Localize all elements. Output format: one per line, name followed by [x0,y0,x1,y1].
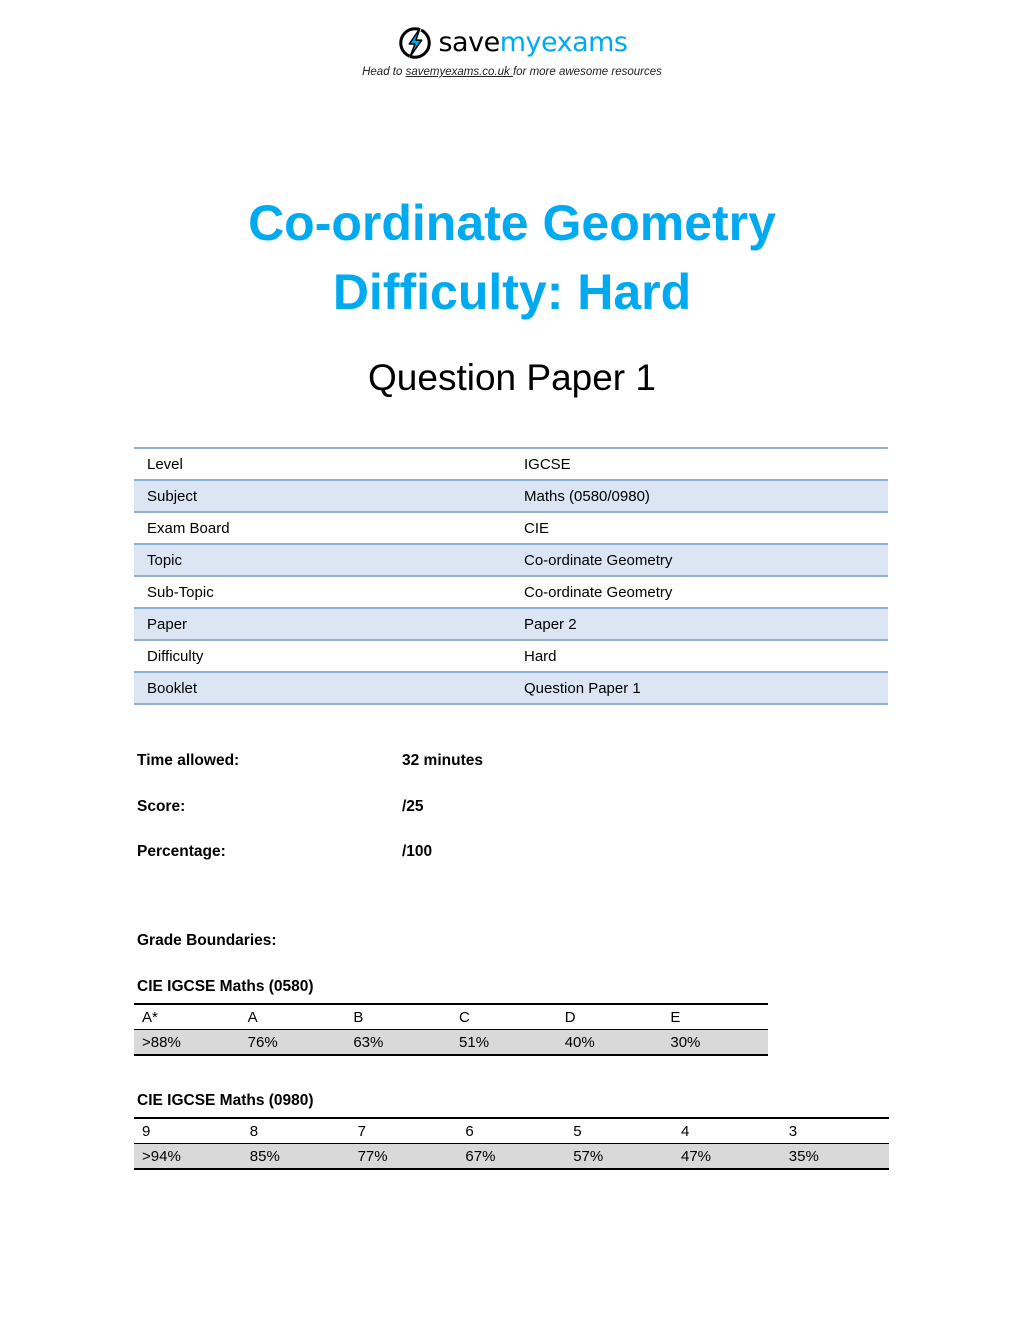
logo[interactable] [0,24,1024,67]
info-value: Co-ordinate Geometry [524,551,673,569]
info-row-level [134,449,888,481]
tagline [0,66,1024,78]
boundaries-0980-table [134,1117,889,1170]
percent-cell: >94% [142,1147,181,1165]
info-row-subject [134,481,888,513]
info-value: Co-ordinate Geometry [524,583,673,601]
grade-cell: B [353,1008,364,1026]
info-value: IGCSE [524,455,571,473]
info-row-paper [134,609,888,641]
info-label: Subject [147,487,198,505]
info-table [134,447,888,705]
info-value: Question Paper 1 [524,679,641,697]
info-row-difficulty [134,641,888,673]
grade-cell: 4 [680,1122,690,1140]
percent-cell: 76% [247,1033,278,1051]
logo-exams-text: exams [540,27,628,58]
info-row-topic [134,545,888,577]
grade-cell: C [459,1008,470,1026]
grade-cell: 6 [465,1122,474,1140]
grade-cell: A [247,1008,258,1026]
tagline-suffix: for more awesome resources [512,66,662,78]
lightning-bolt-icon [396,24,434,62]
grade-cell: D [564,1008,576,1026]
info-row-exam-board [134,513,888,545]
percent-cell: 77% [357,1147,388,1165]
info-label: Topic [147,551,183,569]
grade-cell: A* [142,1008,158,1026]
percent-cell: 35% [788,1147,819,1165]
percentage-value: /100 [402,843,433,860]
percent-cell: 47% [680,1147,712,1165]
boundaries-0580-table [134,1003,768,1056]
percent-cell: 40% [564,1033,595,1051]
score-value: /25 [402,798,424,815]
info-value: Maths (0580/0980) [524,487,650,505]
boundaries-0980-title: CIE IGCSE Maths (0980) [137,1092,314,1109]
info-row-sub-topic [134,577,888,609]
percent-row [134,1144,889,1170]
percentage-label: Percentage: [137,843,226,860]
grade-boundaries-heading: Grade Boundaries: [137,932,277,949]
time-allowed-label: Time allowed: [137,752,240,769]
percent-cell: 30% [670,1033,701,1051]
info-label: Level [147,455,183,473]
boundaries-0580-title: CIE IGCSE Maths (0580) [137,978,314,995]
grade-cell: 3 [788,1122,798,1140]
info-label: Booklet [147,679,198,697]
grade-cell: 8 [249,1122,259,1140]
info-label: Difficulty [147,647,204,665]
percent-cell: 67% [465,1147,496,1165]
logo-my-text: my [499,27,541,58]
percent-cell: 63% [353,1033,384,1051]
info-label: Sub-Topic [147,583,214,601]
percent-cell: 85% [249,1147,280,1165]
tagline-link[interactable]: savemyexams.co.uk [405,66,513,78]
grade-cell: E [670,1008,681,1026]
percent-cell: 51% [459,1033,490,1051]
percentage [137,843,432,861]
difficulty-title: Difficulty: Hard [332,264,692,320]
percent-cell: 57% [573,1147,604,1165]
info-value: Paper 2 [524,615,577,633]
info-value: Hard [524,647,557,665]
info-label: Paper [147,615,188,633]
grade-row [134,1003,768,1030]
info-row-booklet [134,673,888,705]
percent-cell: >88% [142,1033,181,1051]
paper-subtitle: Question Paper 1 [368,357,656,398]
grade-cell: 9 [142,1122,151,1140]
grade-row [134,1117,889,1144]
logo-save-text: save [438,27,500,58]
tagline-prefix: Head to [362,66,406,78]
grade-cell: 5 [573,1122,582,1140]
time-allowed-value: 32 minutes [402,752,483,769]
page-title: Co-ordinate Geometry [248,195,776,251]
grade-cell: 7 [357,1122,366,1140]
info-label: Exam Board [147,519,230,537]
percent-row [134,1030,768,1056]
info-value: CIE [524,519,550,537]
time-allowed [137,752,483,770]
score-label: Score: [137,798,186,815]
score [137,798,424,816]
